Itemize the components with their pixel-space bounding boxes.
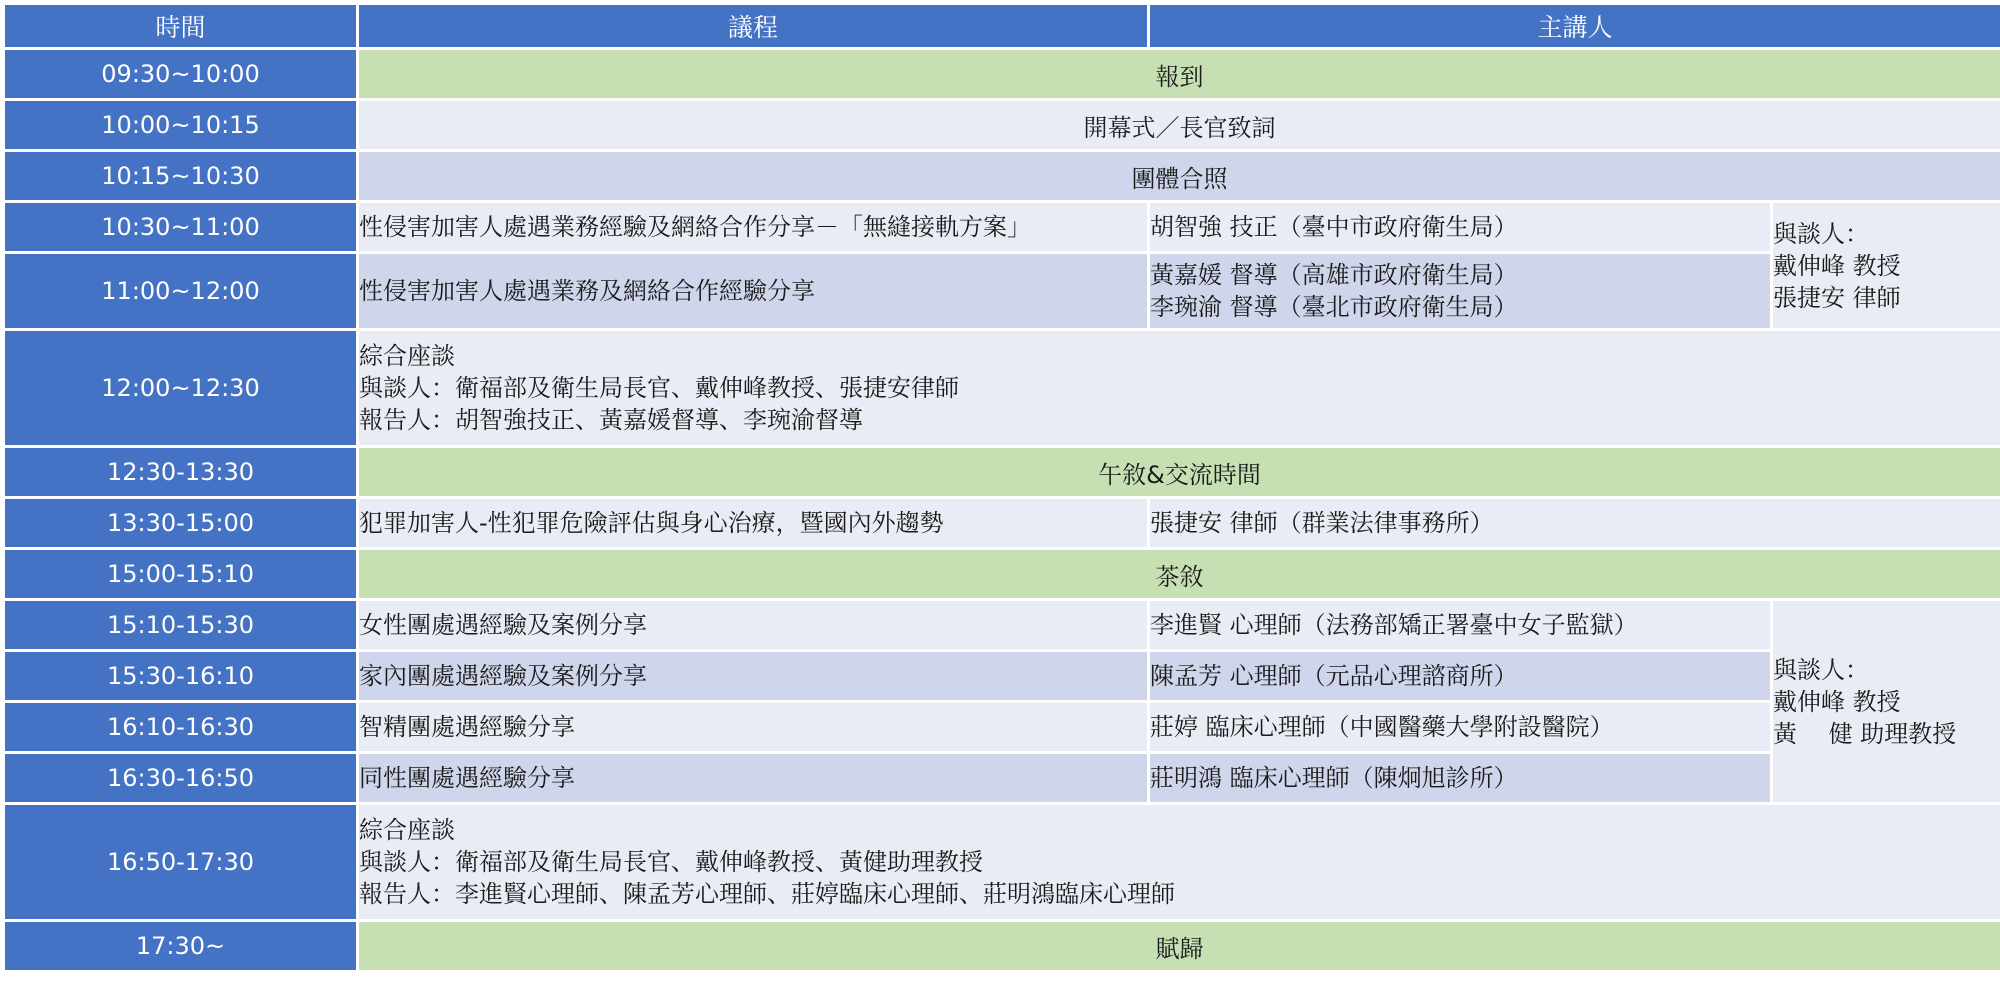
row-session-4 [5, 601, 2000, 649]
time-cell: 16:50-17:30 [5, 805, 356, 919]
time-cell: 12:30-13:30 [5, 448, 356, 496]
moderator-name: 黃 健 助理教授 [1773, 719, 1957, 748]
moderator-cell-morning [1773, 203, 2000, 328]
time-cell: 15:30-16:10 [5, 652, 356, 700]
speaker-cell: 胡智強 技正（臺中市政府衛生局） [1150, 203, 1770, 251]
row-opening [5, 101, 2000, 149]
event-cell: 茶敘 [359, 550, 2000, 598]
time-cell: 16:10-16:30 [5, 703, 356, 751]
speaker-line: 黃嘉媛 督導（高雄市政府衛生局） [1150, 261, 1518, 289]
moderator-label: 與談人： [1773, 655, 1869, 684]
row-session-2 [5, 254, 2000, 328]
discussion-panelists: 與談人：衛福部及衛生局長官、戴伸峰教授、黃健助理教授 [359, 848, 983, 876]
discussion-panelists: 與談人：衛福部及衛生局長官、戴伸峰教授、張捷安律師 [359, 374, 959, 402]
event-cell: 團體合照 [359, 152, 2000, 200]
row-checkin [5, 50, 2000, 98]
row-session-6 [5, 703, 2000, 751]
time-cell: 13:30-15:00 [5, 499, 356, 547]
speaker-cell: 張捷安 律師（群業法律事務所） [1150, 499, 2000, 547]
topic-cell: 智精團處遇經驗分享 [359, 703, 1147, 751]
time-cell: 10:30~11:00 [5, 203, 356, 251]
discussion-cell [359, 805, 2000, 919]
discussion-reporters: 報告人：胡智強技正、黃嘉媛督導、李琬渝督導 [359, 406, 863, 434]
event-cell: 開幕式／長官致詞 [359, 101, 2000, 149]
time-cell: 15:10-15:30 [5, 601, 356, 649]
time-cell: 10:15~10:30 [5, 152, 356, 200]
moderator-name: 張捷安 律師 [1773, 283, 1901, 312]
header-speaker: 主講人 [1150, 5, 2000, 47]
topic-cell: 女性團處遇經驗及案例分享 [359, 601, 1147, 649]
moderator-cell-afternoon [1773, 601, 2000, 802]
discussion-title: 綜合座談 [359, 342, 455, 370]
moderator-name: 戴伸峰 教授 [1773, 687, 1901, 716]
row-session-1 [5, 203, 2000, 251]
row-discussion-2 [5, 805, 2000, 919]
time-cell: 11:00~12:00 [5, 254, 356, 328]
row-session-5 [5, 652, 2000, 700]
discussion-title: 綜合座談 [359, 816, 455, 844]
topic-cell: 同性團處遇經驗分享 [359, 754, 1147, 802]
row-session-7 [5, 754, 2000, 802]
speaker-cell: 陳孟芳 心理師（元品心理諮商所） [1150, 652, 1770, 700]
time-cell: 09:30~10:00 [5, 50, 356, 98]
header-row [5, 5, 2000, 47]
topic-cell: 犯罪加害人-性犯罪危險評估與身心治療，暨國內外趨勢 [359, 499, 1147, 547]
time-cell: 16:30-16:50 [5, 754, 356, 802]
header-time: 時間 [5, 5, 356, 47]
speaker-cell: 李進賢 心理師（法務部矯正署臺中女子監獄） [1150, 601, 1770, 649]
discussion-cell [359, 331, 2000, 445]
row-dismissal [5, 922, 2000, 970]
time-cell: 15:00-15:10 [5, 550, 356, 598]
event-cell: 報到 [359, 50, 2000, 98]
moderator-name: 戴伸峰 教授 [1773, 251, 1901, 280]
row-lunch [5, 448, 2000, 496]
topic-cell: 家內團處遇經驗及案例分享 [359, 652, 1147, 700]
row-group-photo [5, 152, 2000, 200]
speaker-cell [1150, 254, 1770, 328]
time-cell: 17:30~ [5, 922, 356, 970]
speaker-cell: 莊明鴻 臨床心理師（陳炯旭診所） [1150, 754, 1770, 802]
event-cell: 午敘&交流時間 [359, 448, 2000, 496]
speaker-line: 李琬渝 督導（臺北市政府衛生局） [1150, 293, 1518, 321]
topic-cell: 性侵害加害人處遇業務經驗及網絡合作分享－「無縫接軌方案」 [359, 203, 1147, 251]
event-cell: 賦歸 [359, 922, 2000, 970]
topic-cell: 性侵害加害人處遇業務及網絡合作經驗分享 [359, 254, 1147, 328]
row-tea-break [5, 550, 2000, 598]
discussion-reporters: 報告人：李進賢心理師、陳孟芳心理師、莊婷臨床心理師、莊明鴻臨床心理師 [359, 880, 1175, 908]
moderator-label: 與談人： [1773, 219, 1869, 248]
row-discussion-1 [5, 331, 2000, 445]
time-cell: 12:00~12:30 [5, 331, 356, 445]
agenda-table [2, 2, 2000, 973]
header-agenda: 議程 [359, 5, 1147, 47]
row-session-3 [5, 499, 2000, 547]
time-cell: 10:00~10:15 [5, 101, 356, 149]
speaker-cell: 莊婷 臨床心理師（中國醫藥大學附設醫院） [1150, 703, 1770, 751]
